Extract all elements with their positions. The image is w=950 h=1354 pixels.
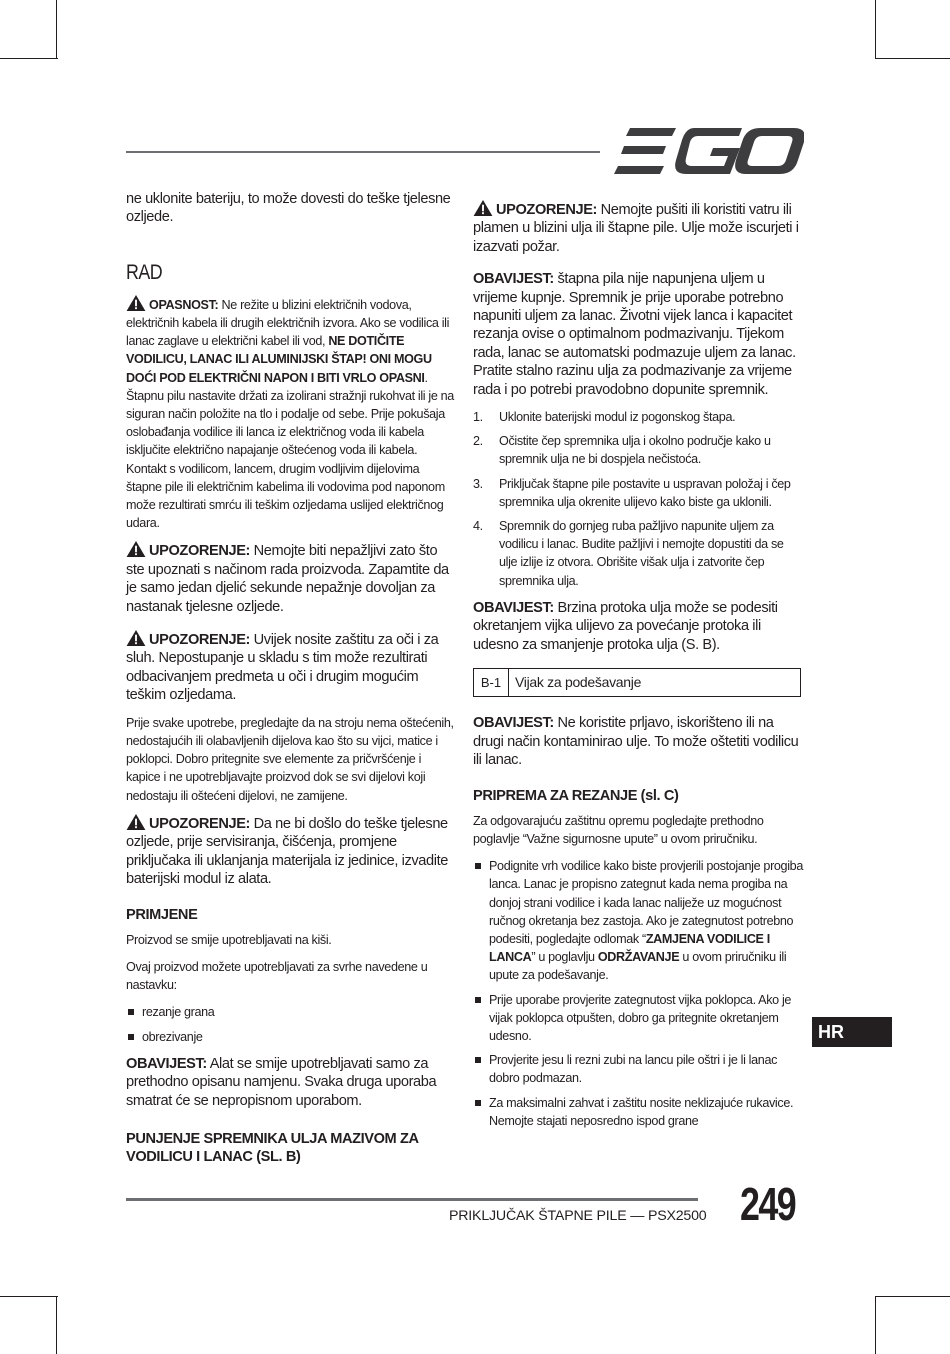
- step-text: Priključak štapne pile postavite u uspravan položaj i čep spremnika ulja okrenite ulijevo kako biste ga uklonili.: [499, 476, 791, 509]
- uses-list: [126, 1003, 456, 1045]
- notice-text: Alat se smije upotrebljavati samo za prethodno opisanu namjenu. Svaka druga uporaba smatrat će se nepropisnom uporabom.: [126, 1055, 437, 1109]
- notice-paragraph-3: [473, 599, 803, 654]
- warning-icon: [126, 295, 146, 311]
- step-text: Uklonite baterijski modul iz pogonskog štapa.: [499, 410, 736, 425]
- notice-text: Ne koristite prljavo, iskorišteno ili na drugi način kontaminirao ulje. To može oštetiti vodilicu ili lanac.: [473, 715, 799, 768]
- warning-label: UPOZORENJE:: [149, 632, 251, 649]
- crop-mark: [875, 58, 950, 59]
- warning-text: Nemojte biti nepažljivi zato što ste upoznati s načinom rada proizvoda. Zapamtite da je samo jedan djelić sekunde nepažnje dovoljan za nastanak tjelesne ozljede.: [126, 543, 449, 615]
- notice-paragraph-2: [473, 270, 803, 399]
- parts-table: [473, 668, 801, 697]
- bullet-text: Podignite vrh vodilice kako biste provjerili postojanje progiba lanca. Lanac je propisno zategnut kada nema progiba na donjoj strani vodilice i kada lanac naliježe uz mogućnost ručnog okretanja bez zastoja. Ako je zategnutost potrebno podesiti, pogledajte odlomak “: [489, 859, 803, 946]
- page-number: 249: [740, 1178, 796, 1230]
- intro-text: ne uklonite bateriju, to može dovesti do teške tjelesne ozljede.: [126, 191, 451, 226]
- section-title-rad: RAD: [126, 260, 163, 284]
- step-number: 1.: [473, 410, 483, 425]
- crop-mark: [56, 0, 57, 58]
- danger-text-1: Ne režite u blizini električnih vodova, električnih kabela ili drugih električnih izvora. Ako se vodilica ili lanac zaglave u električni kabel ili vod,: [126, 297, 450, 349]
- warning-text: Uvijek nosite zaštitu za oči i za sluh. Nepostupanje u skladu s tim može rezultirati odbacivanjem predmeta u oči i drugim mogućim teškim ozljedama.: [126, 632, 439, 704]
- list-item: [473, 475, 803, 511]
- list-item: Prije uporabe provjerite zategnutost vijka poklopca. Ako je vijak poklopca otpušten, dobro ga pritegnite okretanjem udesno.: [473, 991, 803, 1046]
- table-cell-desc: Vijak za podešavanje: [515, 674, 642, 691]
- list-item: [473, 408, 803, 426]
- notice-label: OBAVIJEST:: [473, 715, 554, 732]
- crop-mark: [0, 58, 58, 59]
- danger-label: OPASNOST:: [149, 297, 219, 312]
- bullet-text: u ovom priručniku ili upute za podešavanje.: [489, 950, 787, 983]
- primjene-text-2: Ovaj proizvod možete upotrebljavati za svrhe navedene u nastavku:: [126, 959, 428, 993]
- danger-paragraph: [126, 295, 456, 533]
- list-item: [473, 432, 803, 468]
- right-column: [473, 200, 803, 1139]
- list-item: [473, 517, 803, 590]
- warning-paragraph-4: [473, 200, 803, 256]
- footer-title: PRIKLJUČAK ŠTAPNE PILE — PSX2500: [449, 1208, 707, 1224]
- left-column: [126, 190, 456, 1173]
- primjene-text-1: Proizvod se smije upotrebljavati na kiši.: [126, 932, 332, 947]
- list-item: rezanje grana: [126, 1003, 456, 1021]
- list-item: Provjerite jesu li rezni zubi na lancu pile oštri i je li lanac dobro podmazan.: [473, 1051, 803, 1087]
- warning-label: UPOZORENJE:: [149, 543, 251, 560]
- prep-heading: PRIPREMA ZA REZANJE (sl. C): [473, 788, 679, 805]
- warning-paragraph-1: [126, 541, 456, 616]
- list-item: obrezivanje: [126, 1028, 456, 1046]
- fill-steps-list: [473, 408, 803, 590]
- notice-label: OBAVIJEST:: [126, 1055, 207, 1072]
- notice-paragraph-1: [126, 1055, 456, 1110]
- prep-list: [473, 857, 803, 1130]
- warning-icon: [126, 541, 146, 557]
- primjene-heading: PRIMJENE: [126, 907, 198, 924]
- warning-label: UPOZORENJE:: [496, 202, 598, 218]
- step-number: 4.: [473, 519, 483, 534]
- footer-rule: [126, 1198, 698, 1201]
- bullet-bold: ZAMJENA VODILICE I LANCA: [489, 931, 770, 965]
- header-rule: [126, 151, 600, 153]
- crop-mark: [875, 1296, 950, 1297]
- warning-label: UPOZORENJE:: [149, 815, 251, 832]
- notice-label: OBAVIJEST:: [473, 271, 554, 288]
- danger-bold: NE DOTIČITE VODILICU, LANAC ILI ALUMINIJSKI ŠTAP! ONI MOGU DOĆI POD ELEKTRIČNI NAPON I BITI VRLO OPASNI: [126, 334, 432, 385]
- warning-text: Nemojte pušiti ili koristiti vatru ili plamen u blizini ulja ili štapne pile. Ulje može iscurjeti i izazvati požar.: [473, 202, 799, 255]
- notice-text: Brzina protoka ulja može se podesiti okretanjem vijka ulijevo za povećanje protoka ili udesno za smanjenje protoka ulja (S. B).: [473, 599, 778, 653]
- step-text: Spremnik do gornjeg ruba pažljivo napunite uljem za vodilicu i lanac. Budite pažljivi i nemojte dopustiti da se ulje izlije iz otvora. Obrišite višak ulja i zatvorite čep spremnika ulja.: [499, 519, 784, 588]
- crop-mark: [56, 1296, 57, 1354]
- language-tab: HR: [812, 1017, 892, 1047]
- warning-icon: [126, 630, 146, 646]
- crop-mark: [875, 0, 876, 58]
- warning-paragraph-2: [126, 630, 456, 705]
- oil-fill-heading: PUNJENJE SPREMNIKA ULJA MAZIVOM ZA VODILICU I LANAC (SL. B): [126, 1130, 419, 1166]
- warning-icon: [126, 814, 146, 830]
- danger-text-2: . Štapnu pilu nastavite držati za izolirani stražnji rukohvat ili je na siguran način položite na tlo i podalje od sebe. Prije pokušaja oslobađanja vodilice ili lanca iz električnog voda ili kabela isključite električno napajanje oštećenog voda ili kabela. Kontakt s vodilicom, lancem, drugim vodljivim dijelovima štapne pile ili električnim kabelima ili vodovima pod naponom može rezultirati smrću ili teškim ozljedama uslijed električnog udara.: [126, 370, 454, 531]
- warning-paragraph-3: [126, 814, 456, 889]
- step-number: 2.: [473, 434, 483, 449]
- notice-label: OBAVIJEST:: [473, 599, 554, 616]
- bullet-bold: ODRŽAVANJE: [597, 950, 680, 965]
- step-text: Očistite čep spremnika ulja i okolno područje kako u spremnik ulja ne bi dospjela nečistoća.: [499, 434, 771, 467]
- list-item: Za maksimalni zahvat i zaštitu nosite neklizajuće rukavice. Nemojte stajati neposredno ispod grane: [473, 1094, 803, 1130]
- crop-mark: [0, 1296, 58, 1297]
- list-item: [473, 857, 803, 984]
- crop-mark: [875, 1296, 876, 1354]
- step-number: 3.: [473, 476, 483, 491]
- ego-logo: [614, 128, 804, 174]
- bullet-text: ” u poglavlju: [531, 950, 598, 965]
- notice-paragraph-4: [473, 714, 803, 769]
- table-cell-code: B-1: [474, 669, 509, 696]
- prep-intro: Za odgovarajuću zaštitnu opremu pogledajte prethodno poglavlje “Važne sigurnosne upute” u ovom priručniku.: [473, 813, 764, 846]
- warning-icon: [473, 200, 493, 216]
- warning-text: Da ne bi došlo do teške tjelesne ozljede, prije servisiranja, čišćenja, promjene priključaka ili uklanjanja materijala iz jedinice, izvadite baterijski modul iz alata.: [126, 815, 448, 887]
- inspection-paragraph: Prije svake upotrebe, pregledajte da na stroju nema oštećenih, nedostajućih ili olabavljenih dijelova kao što su vijci, matice i poklopci. Dobro pritegnite sve elemente za pričvršćenje i kapice i ne upotrebljavajte proizvod dok se svi dijelovi koji nedostaju ili oštećeni dijelovi, ne zamijene.: [126, 715, 454, 803]
- notice-text: štapna pila nije napunjena uljem u vrijeme kupnje. Spremnik je prije uporabe potrebno napuniti uljem za lanac. Životni vijek lanca i kapacitet rezanja ovise o optimalnom podmazivanju. Tijekom rada, lanac se automatski podmazuje uljem za lanac. Pratite stalno razinu ulja za podmazivanje za vrijeme rada i po potrebi pravodobno dopunite spremnik.: [473, 271, 796, 398]
